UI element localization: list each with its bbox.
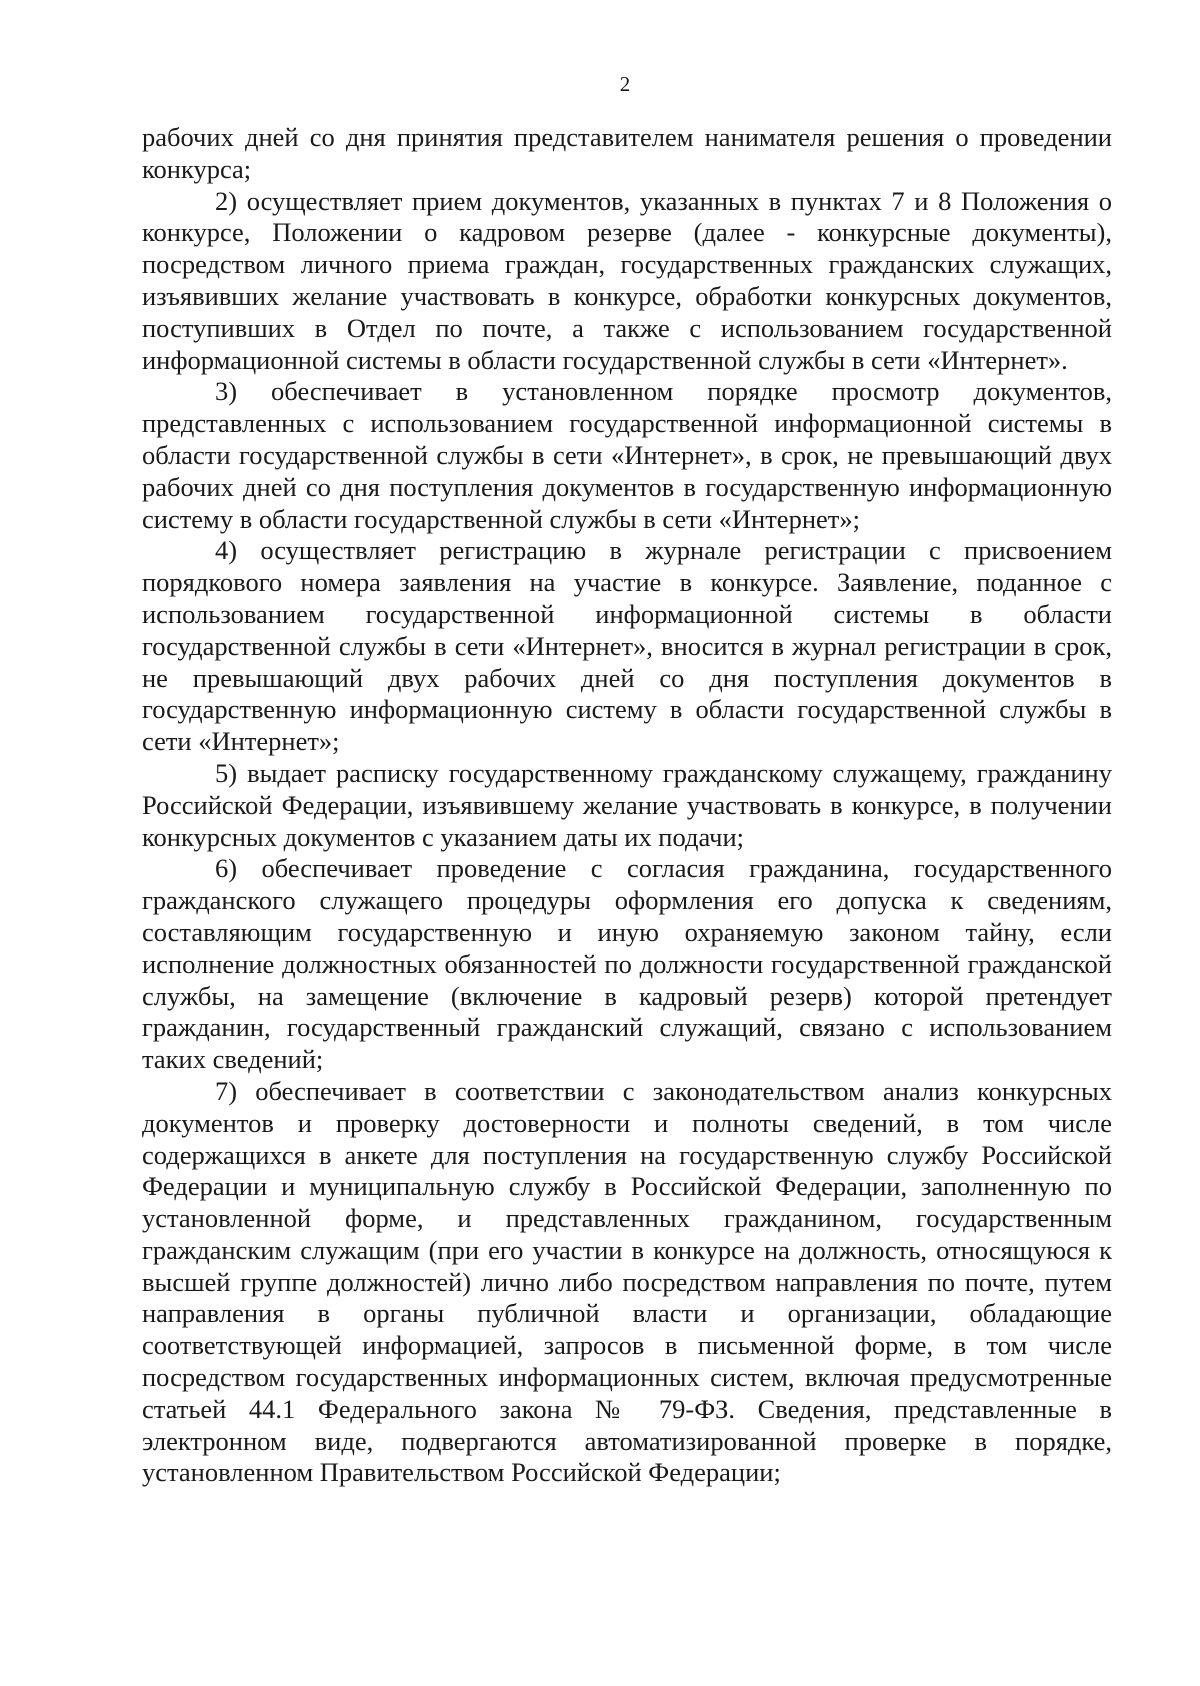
paragraph-item-7: 7) обеспечивает в соответствии с законодательством анализ конкурсных документов и проверку достоверности и полноты сведений, в том числе содержащихся в анкете для поступления на государственную службу Российской Федерации и муниципальную службу в Российской Федерации, заполненную по установленной форме, и представленных гражданином, государственным гражданским служащим (при его участии в конкурсе на должность, относящуюся к высшей группе должностей) лично либо посредством направления по почте, путем направления в органы публичной власти и организации, обладающие соответствующей информацией, запросов в письменной форме, в том числе посредством государственных информационных систем, включая предусмотренные статьей 44.1 Федерального закона № 79-ФЗ. Сведения, представленные в электронном виде, подвергаются автоматизированной проверке в порядке, установленном Правительством Российской Федерации; <box>142 1075 1112 1488</box>
paragraph-continuation: рабочих дней со дня принятия представителем нанимателя решения о проведении конкурса; <box>142 122 1112 184</box>
page-number: 2 <box>619 72 631 96</box>
document-body <box>142 122 1112 1489</box>
paragraph-item-4: 4) осуществляет регистрацию в журнале регистрации с присвоением порядкового номера заявления на участие в конкурсе. Заявление, поданное с использованием государственной информационной системы в области государственной службы в сети «Интернет», вносится в журнал регистрации в срок, не превышающий двух рабочих дней со дня поступления документов в государственную информационную систему в области государственной службы в сети «Интернет»; <box>142 535 1112 757</box>
paragraph-item-3: 3) обеспечивает в установленном порядке просмотр документов, представленных с использованием государственной информационной системы в области государственной службы в сети «Интернет», в срок, не превышающий двух рабочих дней со дня поступления документов в государственную информационную систему в области государственной службы в сети «Интернет»; <box>142 376 1112 534</box>
paragraph-item-5: 5) выдает расписку государственному гражданскому служащему, гражданину Российской Федерации, изъявившему желание участвовать в конкурсе, в получении конкурсных документов с указанием даты их подачи; <box>142 757 1112 852</box>
paragraph-item-6: 6) обеспечивает проведение с согласия гражданина, государственного гражданского служащего процедуры оформления его допуска к сведениям, составляющим государственную и иную охраняемую законом тайну, если исполнение должностных обязанностей по должности государственной гражданской службы, на замещение (включение в кадровый резерв) которой претендует гражданин, государственный гражданский служащий, связано с использованием таких сведений; <box>142 853 1112 1075</box>
paragraph-item-2: 2) осуществляет прием документов, указанных в пунктах 7 и 8 Положения о конкурсе, Положении о кадровом резерве (далее - конкурсные документы), посредством личного приема граждан, государственных гражданских служащих, изъявивших желание участвовать в конкурсе, обработки конкурсных документов, поступивших в Отдел по почте, а также с использованием государственной информационной системы в области государственной службы в сети «Интернет». <box>142 185 1112 375</box>
